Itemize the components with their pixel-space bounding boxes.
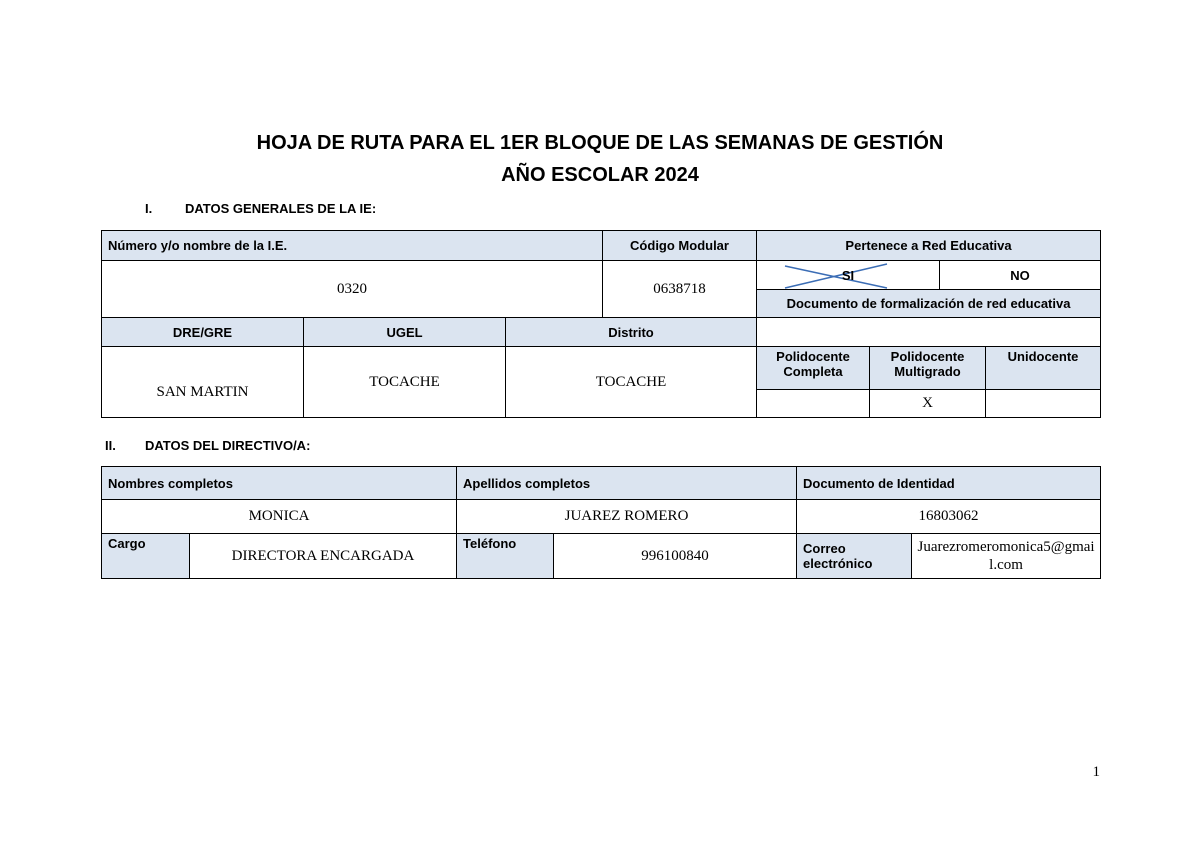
cargo-header: Cargo <box>102 534 190 579</box>
polidocente-completa-header: Polidocente Completa <box>757 347 870 390</box>
polidocente-multigrado-value: X <box>870 390 986 418</box>
correo-header: Correo electrónico <box>797 534 912 579</box>
section-1-number: I. <box>145 201 153 216</box>
page-number: 1 <box>1092 764 1100 780</box>
section-2-label: DATOS DEL DIRECTIVO/A: <box>145 438 311 453</box>
correo-value: Juarezromeromonica5@gmail.com <box>912 534 1101 579</box>
nombres-value: MONICA <box>102 500 457 534</box>
polidocente-completa-value <box>757 390 870 418</box>
distrito-header: Distrito <box>506 318 757 347</box>
red-si-cell <box>757 261 940 290</box>
section-1-heading <box>145 201 376 216</box>
distrito-value: TOCACHE <box>506 347 757 418</box>
ugel-value: TOCACHE <box>304 347 506 418</box>
ie-name-header: Número y/o nombre de la I.E. <box>102 231 603 261</box>
section-1-label: DATOS GENERALES DE LA IE: <box>185 201 377 216</box>
section-2-heading <box>105 438 310 453</box>
documento-value: 16803062 <box>797 500 1101 534</box>
telefono-value: 996100840 <box>554 534 797 579</box>
polidocente-multigrado-header: Polidocente Multigrado <box>870 347 986 390</box>
red-no-label: NO <box>940 261 1101 290</box>
ie-name-value: 0320 <box>102 261 603 318</box>
apellidos-header: Apellidos completos <box>457 467 797 500</box>
director-data-table <box>101 466 1101 579</box>
red-educativa-header: Pertenece a Red Educativa <box>757 231 1101 261</box>
documento-red-header: Documento de formalización de red educativa <box>757 290 1101 318</box>
ugel-header: UGEL <box>304 318 506 347</box>
documento-header: Documento de Identidad <box>797 467 1101 500</box>
dre-value: SAN MARTIN <box>102 347 304 418</box>
dre-header: DRE/GRE <box>102 318 304 347</box>
document-subtitle: AÑO ESCOLAR 2024 <box>501 164 699 186</box>
general-data-table <box>101 230 1101 418</box>
section-2-number: II. <box>105 438 116 453</box>
unidocente-value <box>986 390 1101 418</box>
telefono-header: Teléfono <box>457 534 554 579</box>
document-title: HOJA DE RUTA PARA EL 1ER BLOQUE DE LAS SEMANAS DE GESTIÓN <box>256 132 944 154</box>
red-si-label: SI <box>841 267 855 283</box>
cargo-value: DIRECTORA ENCARGADA <box>190 534 457 579</box>
nombres-header: Nombres completos <box>102 467 457 500</box>
codigo-modular-header: Código Modular <box>603 231 757 261</box>
codigo-modular-value: 0638718 <box>603 261 757 318</box>
unidocente-header: Unidocente <box>986 347 1101 390</box>
documento-red-value <box>757 318 1101 347</box>
apellidos-value: JUAREZ ROMERO <box>457 500 797 534</box>
